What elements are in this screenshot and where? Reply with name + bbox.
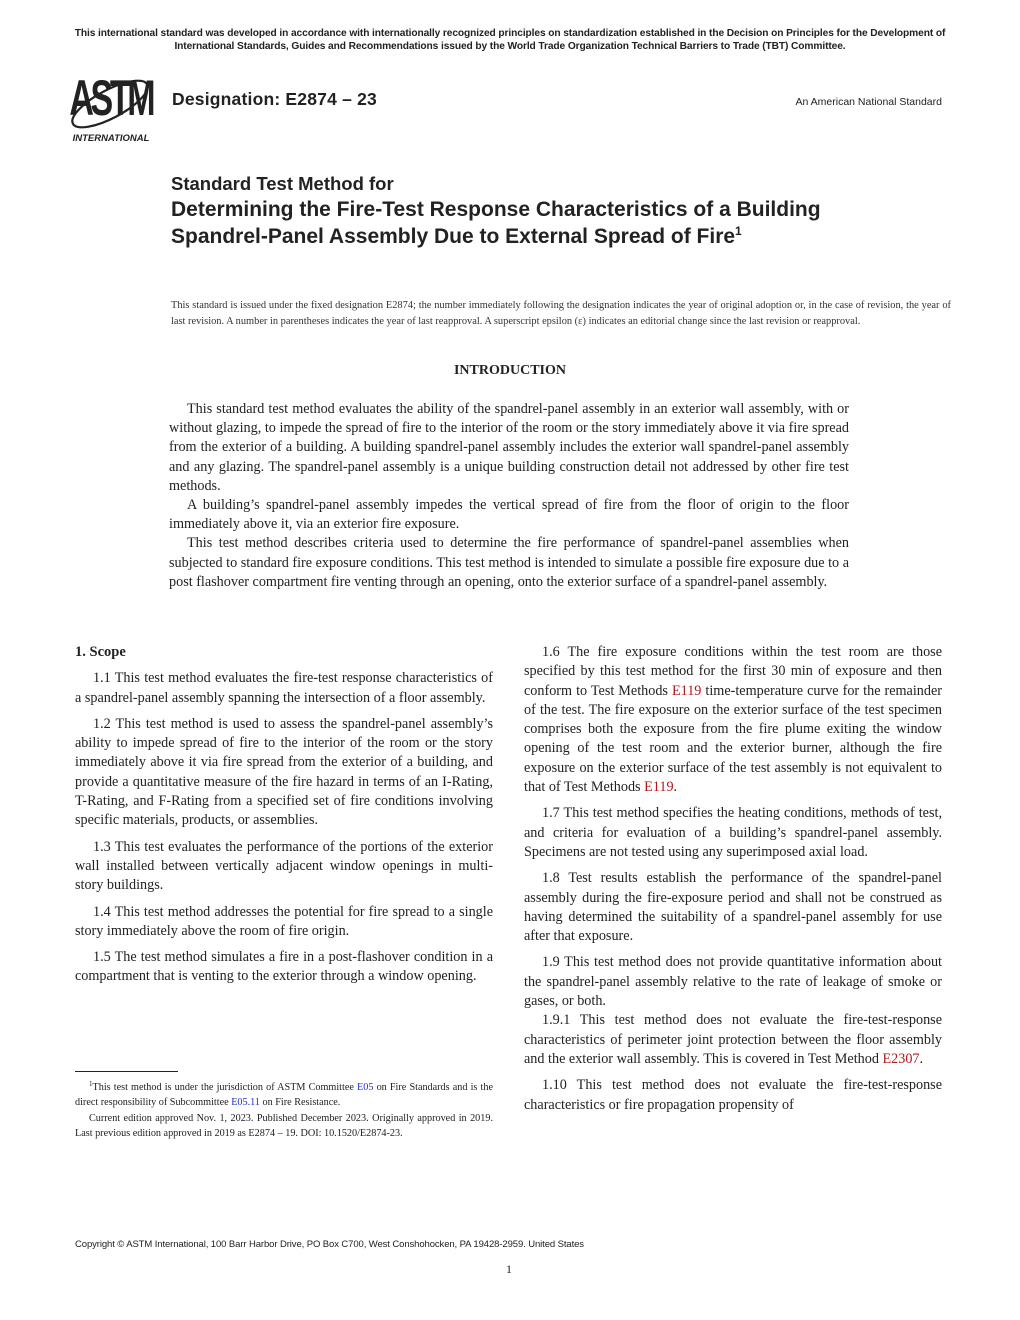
astm-logo-icon — [64, 74, 160, 144]
copyright-notice: Copyright © ASTM International, 100 Barr Harbor Drive, PO Box C700, West Conshohocken, PA 19428-2959. United States — [75, 1239, 584, 1250]
left-column — [75, 643, 493, 994]
section-1-5: 1.5 The test method simulates a fire in a post-flashover condition in a compartment that is venting to the exterior through a window opening. — [75, 949, 493, 985]
footnote-1: $^1$This test method is under the jurisdiction of ASTM Committee E05 on Fire Standards and is the direct responsibility of Subcommittee E05.11 on Fire Resistance. — [75, 1080, 493, 1109]
section-1-6: 1.6 The fire exposure conditions within the test room are those specified by this test method for the first 30 min of exposure and then conform to Test Methods E119 time-temperature curve for the remainder of the test. The fire exposure on the exterior surface of the test specimen comprises both the exposure from the fire plume exiting the window opening of the test room and the exterior burner, although the fire exposure on the exterior surface of the test assembly is not equivalent to that of Test Methods E119. — [524, 644, 942, 796]
document-title — [171, 173, 871, 250]
svg-text:INTERNATIONAL: INTERNATIONAL — [72, 133, 150, 144]
title-main: Determining the Fire-Test Response Characteristics of a Building Spandrel-Panel Assembly Due to External Spread of Fire$^1$ — [171, 198, 821, 248]
tbt-notice: This international standard was developed in accordance with internationally recognized principles on standardization established in the Decision on Principles for the Development of International Standards, Guides and Recommendations issued by the World Trade Organization Technical Barriers to Trade (TBT) Committee. — [74, 28, 946, 52]
edition-note: Current edition approved Nov. 1, 2023. Published December 2023. Originally approved in 2019. Last previous edition approved in 2019 as E2874 – 19. DOI: 10.1520/E2874-23. — [75, 1112, 493, 1139]
section-1-10: 1.10 This test method does not evaluate the fire-test-response characteristics or fire propagation propensity of — [524, 1077, 942, 1113]
american-national-standard-label: An American National Standard — [795, 96, 942, 108]
footnotes — [75, 1080, 493, 1141]
section-1-1: 1.1 This test method evaluates the fire-test response characteristics of a spandrel-panel assembly spanning the intersection of a floor assembly. — [75, 670, 493, 706]
section-1-7: 1.7 This test method specifies the heating conditions, methods of test, and criteria for evaluation of a building’s spandrel-panel assembly. Specimens are not tested using any superimposed axial load. — [524, 805, 942, 860]
astm-logo — [64, 74, 160, 144]
right-column — [524, 643, 942, 1122]
section-1-9-1: 1.9.1 This test method does not evaluate the fire-test-response characteristics of perimeter joint protection between the floor assembly and the exterior wall assembly. This is covered in Test Method E2307. — [524, 1012, 942, 1067]
designation: Designation: E2874 – 23 — [172, 89, 377, 109]
section-1-9: 1.9 This test method does not provide quantitative information about the spandrel-panel assembly relative to the rate of leakage of smoke or gases, or both. — [524, 954, 942, 1010]
introduction-body — [169, 400, 849, 592]
e119-link[interactable]: E119 — [644, 779, 674, 796]
page-number: 1 — [506, 1262, 512, 1276]
title-footnote-marker[interactable]: 1 — [735, 223, 742, 238]
intro-paragraph: A building’s spandrel-panel assembly impedes the vertical spread of fire from the floor of origin to the floor immediately above it, via an exterior fire exposure. — [169, 497, 849, 533]
section-1-8: 1.8 Test results establish the performance of the spandrel-panel assembly during the fire-exposure period and shall not be construed as having determined the suitability of a spandrel-panel assembly for use after that exposure. — [524, 870, 942, 945]
scope-heading: 1. Scope — [75, 644, 126, 660]
subcommittee-e05-11-link[interactable]: E05.11 — [231, 1097, 260, 1109]
section-1-2: 1.2 This test method is used to assess the spandrel-panel assembly’s ability to impede spread of fire to the interior of the room or the story immediately above it via fire spread from the exterior of a building, and provide a quantitative measure of the fire hazard in terms of an I-Rating, T-Rating, and F-Rating from a specified set of fire conditions involving specific materials, products, or assemblies. — [75, 715, 493, 829]
svg-text:ASTM: ASTM — [69, 74, 153, 127]
footnote-marker: 1 — [89, 1080, 93, 1088]
e2307-link[interactable]: E2307 — [882, 1050, 920, 1067]
issued-statement: This standard is issued under the fixed designation E2874; the number immediately following the designation indicates the year of original adoption or, in the case of revision, the year of last revision. A number in parentheses indicates the year of last reapproval. A superscript epsilon (ε) indicates an editorial change since the last revision or reapproval. — [171, 300, 951, 327]
section-1-3: 1.3 This test evaluates the performance of the portions of the exterior wall installed between vertically adjacent window openings in multi-story buildings. — [75, 838, 493, 894]
intro-paragraph: This test method describes criteria used to determine the fire performance of spandrel-panel assemblies when subjected to standard fire exposure conditions. This test method is intended to simulate a possible fire exposure due to a post flashover compartment fire venting through an opening, onto the exterior surface of a spandrel-panel assembly. — [169, 535, 849, 590]
footnote-divider — [75, 1071, 178, 1072]
title-prefix: Standard Test Method for — [171, 173, 394, 194]
section-1-4: 1.4 This test method addresses the potential for fire spread to a single story immediately above the room of fire origin. — [75, 903, 493, 939]
committee-e05-link[interactable]: E05 — [357, 1082, 374, 1093]
intro-paragraph: This standard test method evaluates the ability of the spandrel-panel assembly in an exterior wall assembly, with or without glazing, to impede the spread of fire to the interior of the room or the story immediately above it via fire spread from the exterior of a building. A building spandrel-panel assembly includes the exterior wall spandrel-panel assembly and any glazing. The spandrel-panel assembly is a unique building construction detail not addressed by other fire test methods. — [169, 401, 849, 494]
e119-link[interactable]: E119 — [671, 682, 702, 699]
introduction-heading: INTRODUCTION — [453, 363, 566, 378]
